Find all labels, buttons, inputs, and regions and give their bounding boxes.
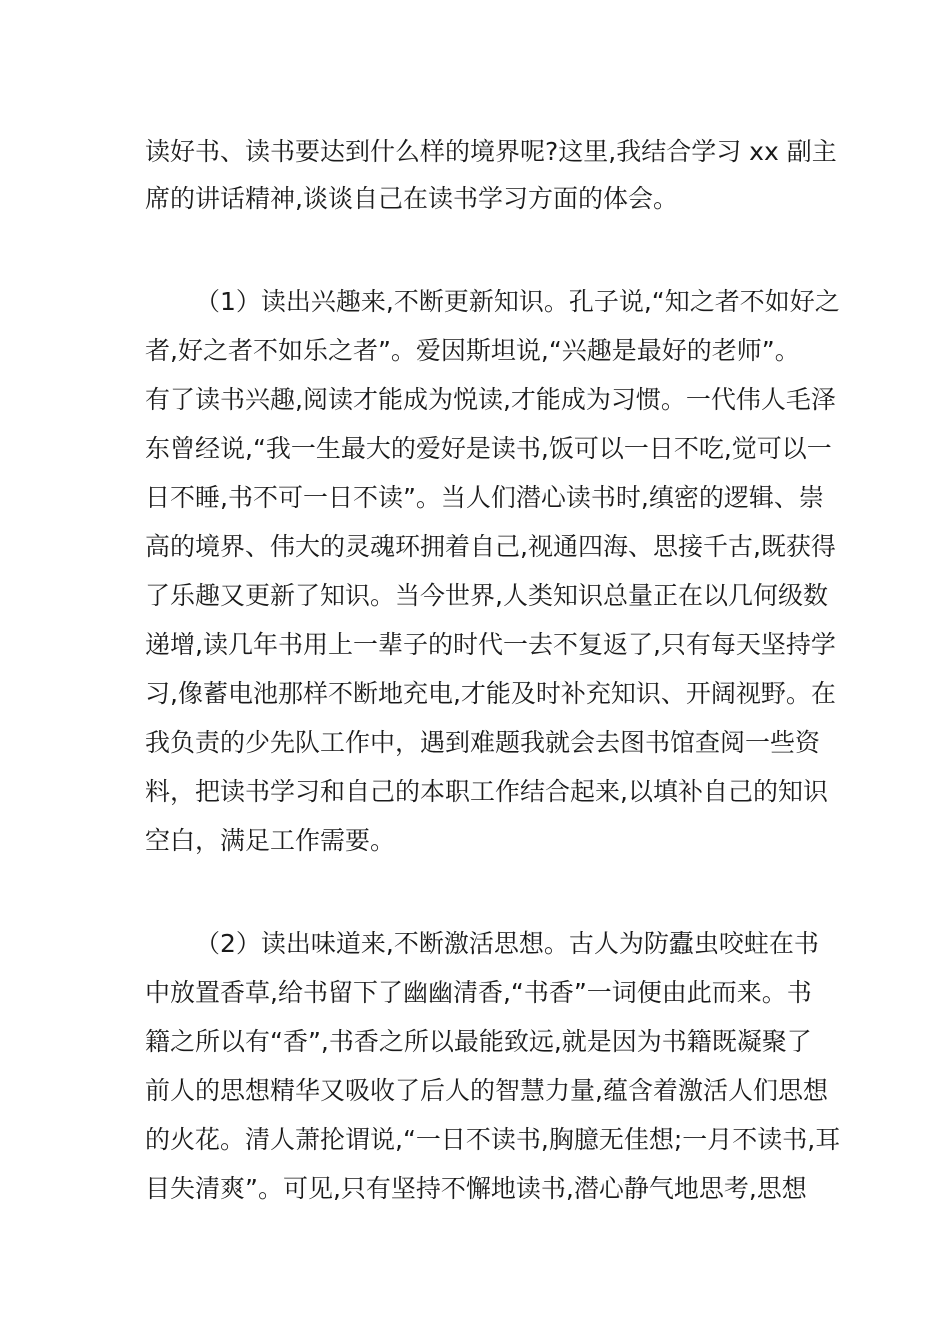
intro-line-1: 读好书、读书要达到什么样的境界呢?这里,我结合学习 xx 副主 <box>145 137 837 166</box>
section2-line-1: （2）读出味道来,不断激活思想。古人为防蠹虫咬蛀在书 <box>195 929 819 958</box>
section2-line-4: 前人的思想精华又吸收了后人的智慧力量,蕴含着激活人们思想 <box>145 1076 828 1105</box>
section1-line-10: 我负责的少先队工作中，遇到难题我就会去图书馆查阅一些资 <box>145 728 821 757</box>
section1-line-9: 习,像蓄电池那样不断地充电,才能及时补充知识、开阔视野。在 <box>145 679 836 708</box>
section2-line-2: 中放置香草,给书留下了幽幽清香,“书香”一词便由此而来。书 <box>145 978 812 1007</box>
section1-line-12: 空白，满足工作需要。 <box>145 826 396 855</box>
section1-line-1: （1）读出兴趣来,不断更新知识。孔子说,“知之者不如好之 <box>195 287 840 316</box>
section1-line-4: 东曾经说,“我一生最大的爱好是读书,饭可以一日不吃,觉可以一 <box>145 434 832 463</box>
section1-line-3: 有了读书兴趣,阅读才能成为悦读,才能成为习惯。一代伟人毛泽 <box>145 385 836 414</box>
section2-line-5: 的火花。清人萧抡谓说,“一日不读书,胸臆无佳想;一月不读书,耳 <box>145 1125 841 1154</box>
section1-line-5: 日不睡,书不可一日不读”。当人们潜心读书时,缜密的逻辑、崇 <box>145 483 824 512</box>
section1-line-2: 者,好之者不如乐之者”。爱因斯坦说,“兴趣是最好的老师”。 <box>145 336 800 365</box>
section2-line-3: 籍之所以有“香”,书香之所以最能致远,就是因为书籍既凝聚了 <box>145 1027 812 1056</box>
section1-line-6: 高的境界、伟大的灵魂环拥着自己,视通四海、思接千古,既获得 <box>145 532 836 561</box>
intro-line-2: 席的讲话精神,谈谈自己在读书学习方面的体会。 <box>145 184 678 213</box>
section1-line-7: 了乐趣又更新了知识。当今世界,人类知识总量正在以几何级数 <box>145 581 828 610</box>
section2-line-6: 目失清爽”。可见,只有坚持不懈地读书,潜心静气地思考,思想 <box>145 1174 807 1203</box>
section1-line-8: 递增,读几年书用上一辈子的时代一去不复返了,只有每天坚持学 <box>145 630 836 659</box>
section1-line-11: 料，把读书学习和自己的本职工作结合起来,以填补自己的知识 <box>145 777 828 806</box>
